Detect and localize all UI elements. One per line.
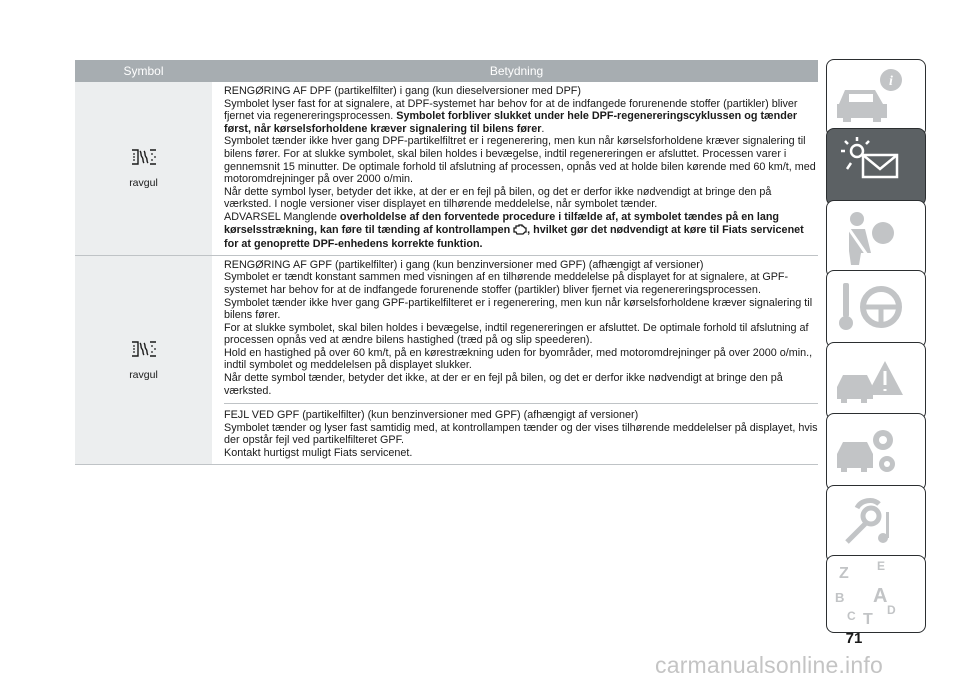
table-header <box>75 60 818 82</box>
warning-emphasis-text: overholdelse af den forventede procedure i tilfælde af, at symbolet tændes på en lang kørselsstrækning, kan føre til tænding af kontrollampen , hvilket gør det nødvendigt at køre til Fiats servicenet for at genoprette DPF-enhedens korrekte funktion. <box>224 210 804 251</box>
description-text: Symbolet tænder ikke hver gang DPF-partikelfiltret er i regenerering, men kun når kørselsforholdene kræver signalering til bilens fører. For at slukke symbolet, skal bilen holdes i bevægelse, indtil regenereringen er afsluttet. Processen varer i gennemsnit 15 minutter. De optimale forhold til afslutning af processen, opnås ved at holde bilen kørende med 60 km/t, med motoromdrejninger på over 2000 o/min. <box>224 135 816 186</box>
wrench-music-icon <box>827 486 927 564</box>
key-steering-wheel-icon <box>827 271 927 349</box>
sidebar-tab-maintenance[interactable] <box>826 413 926 491</box>
warning-lights-table <box>75 60 818 465</box>
description-text: Symbolet er tændt konstant sammen med visningen af en tilhørende meddelelse på displayet for at signalere, at GPF-systemet har behov for at de indfangede forurenende stoffer (partikler) bliver fjernet via regenereringsprocessen. <box>224 271 789 296</box>
table-row <box>75 256 818 465</box>
description-heading: RENGØRING AF DPF (partikelfilter) i gang (kun dieselversioner med DPF) <box>224 85 581 97</box>
symbol-cell <box>75 256 212 464</box>
sidebar-tab-multimedia[interactable] <box>826 485 926 563</box>
svg-text:A: A <box>873 585 888 607</box>
car-crash-warning-icon <box>827 343 927 421</box>
seat-belt-airbag-icon <box>827 201 927 279</box>
symbol-column-header: Symbol <box>123 64 164 78</box>
svg-text:B: B <box>835 590 845 605</box>
gpf-filter-icon <box>129 339 159 359</box>
description-text: For at slukke symbolet, skal bilen holdes i bevægelse, indtil regenereringen er afsluttet. De optimale forhold til afslutning af processen opnås ved at ændre bilens hastighed (træd på og slip speederen). <box>224 321 809 347</box>
description-text: Symbolet tænder ikke hver gang GPF-partikelfilteret er i regenerering, men kun når kørselsforholdene kræver signalering til bilens fører. <box>224 296 813 322</box>
description-block <box>224 403 818 459</box>
symbol-cell <box>75 82 212 255</box>
svg-text:C: C <box>847 609 856 623</box>
watermark: carmanualsonline.info <box>655 652 883 678</box>
sidebar-tab-index[interactable] <box>826 555 926 633</box>
description-block <box>224 259 818 398</box>
svg-text:T: T <box>863 611 873 628</box>
sidebar-tab-safety[interactable] <box>826 200 926 278</box>
car-info-icon <box>827 60 927 138</box>
description-text: Symbolet tænder og lyser fast samtidig med, at kontrollampen tænder og der vises tilhørende meddelelser på displayet, hvis der opstår fejl ved partikelfilteret GPF. <box>224 421 818 447</box>
description-text: Når dette symbol tænder, betyder det ikke, at der er en fejl på bilen, og det er derfor ikke nødvendigt at bringe den på værksted. <box>224 372 783 397</box>
symbol-color-label: ravgul <box>129 177 158 190</box>
meaning-cell <box>215 256 818 464</box>
symbol-color-label: ravgul <box>129 368 158 381</box>
svg-text:i: i <box>889 74 893 89</box>
meaning-cell <box>215 82 818 255</box>
alphabet-index-icon <box>827 556 927 634</box>
sidebar-tab-starting[interactable] <box>826 270 926 348</box>
description-heading: RENGØRING AF GPF (partikelfilter) i gang (kun benzinversioner med GPF) (afhængigt af versioner) <box>224 258 704 271</box>
meaning-column-header: Betydning <box>489 64 544 78</box>
svg-text:E: E <box>877 559 886 573</box>
description-text: Når dette symbol lyser, betyder det ikke, at der er en fejl på bilen, og det er derfor ikke nødvendigt at bringe den på værksted. I nogle versioner viser displayet en tilhørende meddelelse, når symbolet tænder. <box>224 185 772 211</box>
dpf-filter-icon <box>129 147 159 167</box>
table-row <box>75 82 818 256</box>
svg-text:Z: Z <box>839 565 849 582</box>
warning-text: ADVARSEL Manglende overholdelse af den forventede procedure i tilfælde af, at symbolet tændes på en lang kørselsstrækning, kan føre til tænding af kontrollampen , hvilket gør det nødvendigt at køre til Fiats servicenet for at genoprette DPF-enhedens korrekte funktion. <box>224 210 804 251</box>
description-heading: FEJL VED GPF (partikelfilter) (kun benzinversioner med GPF) (afhængigt af versioner) <box>224 409 639 422</box>
car-service-gears-icon <box>827 414 927 492</box>
sidebar-tab-emergency[interactable] <box>826 342 926 420</box>
engine-warning-icon <box>513 224 527 239</box>
page-number: 71 <box>845 630 863 647</box>
description-text: Kontakt hurtigst muligt Fiats servicenet. <box>224 447 413 460</box>
description-text: Symbolet lyser fast for at signalere, at DPF-systemet har behov for at de indfangede forurenende stoffer (partikler) bliver fjernet via regenereringsprocessen. Symbolet forbliver slukket under hele DPF-regenereringscyklussen og tænder først, når kørselsforholdene kræver signalering til bilens fører. <box>224 97 798 135</box>
sidebar-tab-warning-lights[interactable] <box>826 128 926 206</box>
svg-text:D: D <box>887 603 896 617</box>
emphasis-text: Symbolet forbliver slukket under hele DPF-regenereringscyklussen og tænder først, når kørselsforholdene kræver signalering til bilens fører <box>224 110 798 135</box>
warning-light-message-icon <box>827 129 927 207</box>
sidebar-tab-car-info[interactable] <box>826 59 926 137</box>
description-text: Hold en hastighed på over 60 km/t, på en kørestrækning uden for byområder, med motoromdrejninger på over 2000 o/min., indtil symbolet og meddelelsen på displayet slukker. <box>224 346 813 372</box>
